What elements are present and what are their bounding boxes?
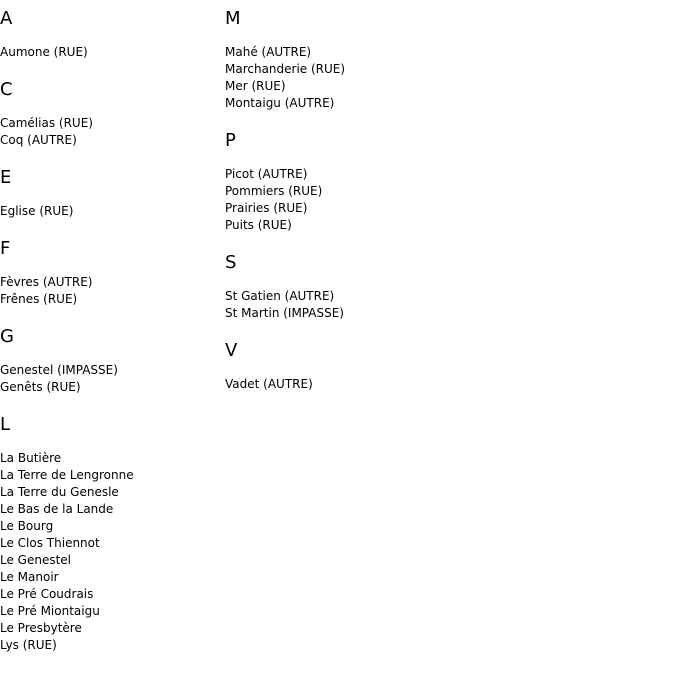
street-link[interactable]: Coq (AUTRE) [0, 133, 77, 147]
street-link[interactable]: Pommiers (RUE) [225, 184, 323, 198]
street-index-left-column [0, 8, 220, 672]
letter-group-g [0, 326, 220, 396]
street-link[interactable]: Le Pré Miontaigu [0, 604, 100, 618]
street-link[interactable]: Eglise (RUE) [0, 204, 74, 218]
street-link[interactable]: Mer (RUE) [225, 79, 286, 93]
street-link[interactable]: Picot (AUTRE) [225, 167, 308, 181]
letter-group-c [0, 79, 220, 149]
street-link[interactable]: Prairies (RUE) [225, 201, 308, 215]
street-link[interactable]: Montaigu (AUTRE) [225, 96, 335, 110]
street-link[interactable]: Le Genestel [0, 553, 72, 567]
letter-heading: F [0, 238, 11, 259]
letter-heading: A [0, 8, 13, 29]
letter-heading: S [225, 252, 237, 273]
street-link[interactable]: Le Bas de la Lande [0, 502, 114, 516]
letter-group-v [225, 340, 445, 393]
letter-heading: P [225, 130, 236, 151]
letter-group-s [225, 252, 445, 322]
street-link[interactable]: Aumone (RUE) [0, 45, 88, 59]
street-link[interactable]: Genêts (RUE) [0, 380, 81, 394]
street-link[interactable]: Genestel (IMPASSE) [0, 363, 118, 377]
street-link[interactable]: St Martin (IMPASSE) [225, 306, 344, 320]
street-link[interactable]: La Terre de Lengronne [0, 468, 134, 482]
street-link[interactable]: La Terre du Genesle [0, 485, 119, 499]
letter-heading: G [0, 326, 14, 347]
street-link[interactable]: Le Bourg [0, 519, 54, 533]
street-link[interactable]: Lys (RUE) [0, 638, 57, 652]
letter-heading: V [225, 340, 238, 361]
street-link[interactable]: Marchanderie (RUE) [225, 62, 346, 76]
letter-group-l [0, 414, 220, 654]
letter-group-p [225, 130, 445, 234]
letter-group-a [0, 8, 220, 61]
street-link[interactable]: Vadet (AUTRE) [225, 377, 313, 391]
letter-heading: E [0, 167, 12, 188]
letter-heading: C [0, 79, 13, 100]
letter-group-f [0, 238, 220, 308]
letter-group-m [225, 8, 445, 112]
letter-heading: M [225, 8, 241, 29]
street-link[interactable]: St Gatien (AUTRE) [225, 289, 335, 303]
street-link[interactable]: Puits (RUE) [225, 218, 292, 232]
street-link[interactable]: Camélias (RUE) [0, 116, 93, 130]
street-link[interactable]: Mahé (AUTRE) [225, 45, 312, 59]
letter-heading: L [0, 414, 11, 435]
street-link[interactable]: Frênes (RUE) [0, 292, 78, 306]
street-link[interactable]: Fèvres (AUTRE) [0, 275, 93, 289]
street-index-right-column [225, 8, 445, 411]
letter-group-e [0, 167, 220, 220]
street-link[interactable]: Le Pré Coudrais [0, 587, 94, 601]
street-link[interactable]: Le Manoir [0, 570, 59, 584]
street-link[interactable]: La Butière [0, 451, 62, 465]
street-link[interactable]: Le Clos Thiennot [0, 536, 100, 550]
street-link[interactable]: Le Presbytère [0, 621, 82, 635]
